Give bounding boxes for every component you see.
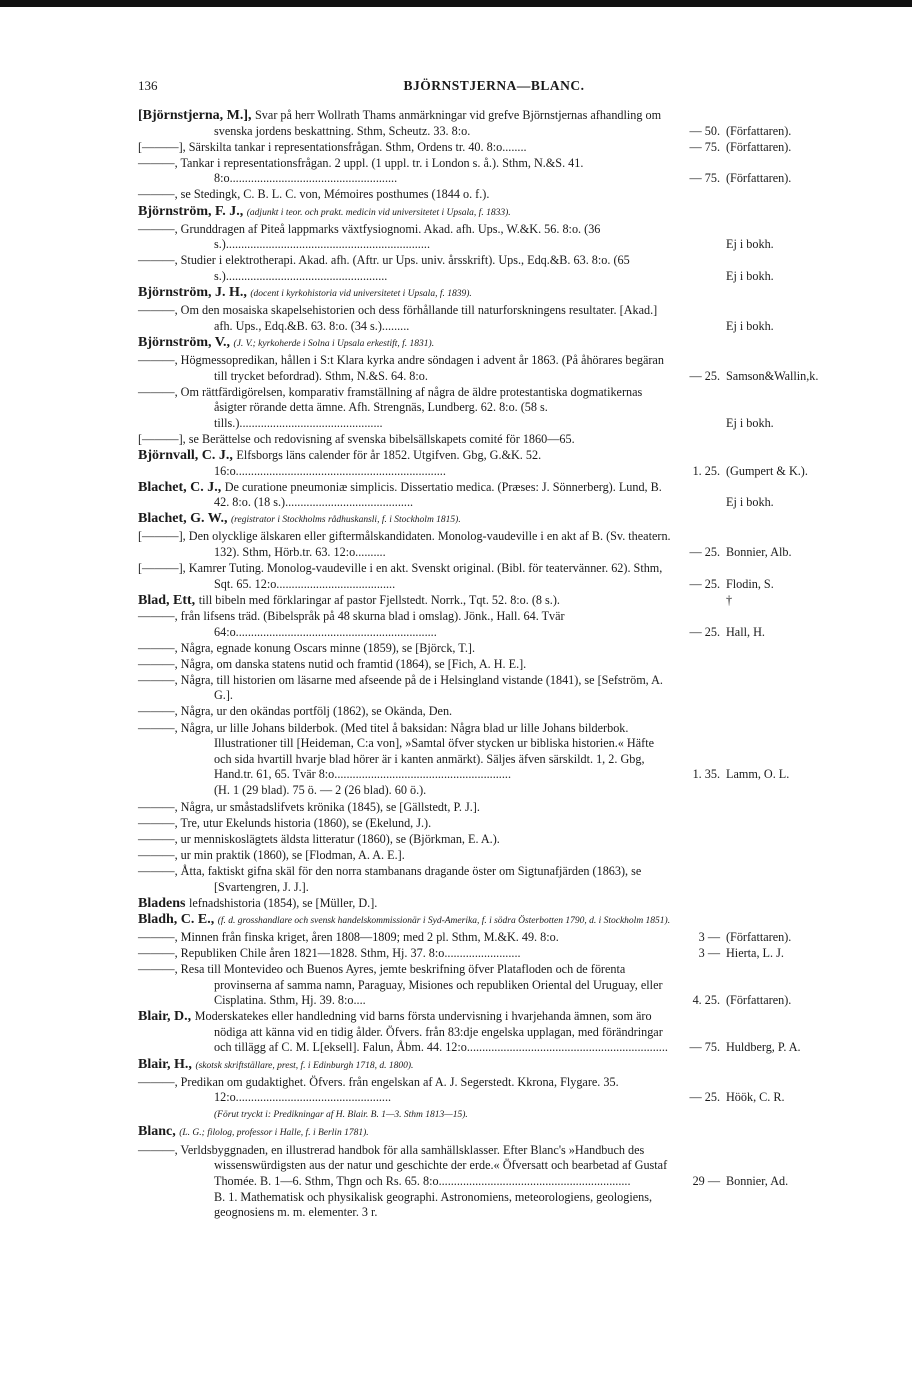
entry-price: 4. 25. bbox=[692, 993, 720, 1008]
entry-lead: Björnström, V., bbox=[138, 334, 234, 350]
catalog-entry bbox=[138, 609, 850, 640]
entry-note: (adjunkt i teor. och prakt. medicin vid universitetet i Upsala, f. 1833). bbox=[246, 207, 511, 218]
entry-text bbox=[138, 529, 672, 560]
entry-note: (Förut tryckt i: Predikningar af H. Blair. B. 1—3. Sthm 1813—15). bbox=[214, 1110, 468, 1121]
catalog-entry bbox=[138, 511, 850, 529]
catalog-entry bbox=[138, 108, 850, 139]
entry-text bbox=[138, 816, 672, 832]
entry-lead: ———, bbox=[138, 608, 181, 623]
entry-note: (registrator i Stockholms rådhuskansli, f. i Stockholm 1815). bbox=[230, 515, 461, 526]
catalog-entry bbox=[138, 448, 850, 479]
entry-publisher: Lamm, O. L. bbox=[726, 767, 790, 782]
entry-publisher: Samson&Wallin,k. bbox=[726, 368, 819, 383]
entry-text bbox=[138, 253, 672, 284]
entry-publisher: † bbox=[726, 592, 733, 607]
entry-lead: [Björnstjerna, M.], bbox=[138, 108, 256, 123]
entry-body: Om rättfärdigörelsen, komparativ framställning af några de äldre protestantiska dogmatikernas åsigter rörande detta ämne. Afh. Strengnäs, Lundberg. 62. 8:o. (58 s. tills.)............................................... bbox=[180, 384, 643, 430]
catalog-entry bbox=[138, 140, 850, 156]
top-border bbox=[0, 0, 912, 7]
running-head: BJÖRNSTJERNA—BLANC. bbox=[403, 78, 585, 93]
entry-text bbox=[138, 1124, 672, 1142]
entry-publisher: Bonnier, Ad. bbox=[726, 1173, 789, 1188]
entry-body: från lifsens träd. (Bibelspråk på 48 skurna blad i omslag). Jönk., Hall. 64. Tvär 64:o.................................................................. bbox=[180, 608, 565, 639]
entry-lead: ———, bbox=[138, 155, 181, 170]
entry-lead: ———, bbox=[138, 799, 181, 814]
entry-body: se Berättelse och redovisning af svenska bibelsällskapets comité för 1860—65. bbox=[188, 431, 575, 446]
catalog-entry bbox=[138, 1190, 850, 1221]
catalog-entry bbox=[138, 912, 850, 930]
entry-text bbox=[138, 593, 672, 609]
entry-text bbox=[138, 848, 672, 864]
catalog-entry bbox=[138, 1057, 850, 1075]
entry-lead: ———, bbox=[138, 847, 181, 862]
entry-price: — 25. bbox=[689, 1090, 720, 1105]
catalog-entry bbox=[138, 864, 850, 895]
entry-list bbox=[138, 108, 850, 1221]
entry-text bbox=[138, 1009, 672, 1056]
entry-price: — 75. bbox=[689, 1040, 720, 1055]
entry-publisher: (Författaren). bbox=[726, 171, 792, 186]
entry-note: (f. d. grosshandlare och svensk handelskommissionär i Syd-Amerika, f. i södra Österbotten 1790, d. i Stockholm 1851). bbox=[217, 915, 671, 926]
catalog-entry bbox=[138, 222, 850, 253]
catalog-entry bbox=[138, 704, 850, 720]
entry-price: 1. 35. bbox=[692, 767, 720, 782]
catalog-entry bbox=[138, 353, 850, 384]
entry-text bbox=[138, 912, 672, 930]
catalog-entry bbox=[138, 253, 850, 284]
entry-lead: ———, bbox=[138, 831, 181, 846]
entry-text bbox=[138, 783, 672, 799]
entry-text bbox=[138, 448, 672, 479]
catalog-entry bbox=[138, 962, 850, 1009]
entry-price: 3 — bbox=[698, 929, 720, 944]
entry-lead: ———, bbox=[138, 352, 181, 367]
entry-publisher: Ej i bokh. bbox=[726, 268, 774, 283]
entry-text bbox=[138, 285, 672, 303]
entry-body: Den olycklige älskaren eller giftermålskandidaten. Monolog-vaudeville i en akt af B. (Sv. theatern. 132). Sthm, Hörb.tr. 63. 12:o.......... bbox=[188, 529, 671, 560]
entry-text bbox=[138, 673, 672, 704]
entry-price: — 25. bbox=[689, 576, 720, 591]
entry-body: Grunddragen af Piteå lappmarks växtfysiognomi. Akad. afh. Ups., W.&K. 56. 8:o. (36 s.)................................................................... bbox=[180, 221, 601, 252]
entry-price: — 75. bbox=[689, 171, 720, 186]
catalog-entry bbox=[138, 593, 850, 609]
entry-text bbox=[138, 140, 672, 156]
catalog-entry bbox=[138, 1009, 850, 1056]
entry-lead: ———, bbox=[138, 640, 181, 655]
entry-lead: ———, bbox=[138, 221, 181, 236]
entry-lead: Bladh, C. E., bbox=[138, 911, 218, 927]
entry-lead: ———, bbox=[138, 1142, 181, 1157]
entry-text bbox=[138, 303, 672, 334]
entry-publisher: Höök, C. R. bbox=[726, 1090, 785, 1105]
entry-lead: Björnström, F. J., bbox=[138, 203, 247, 219]
entry-lead: ———, bbox=[138, 704, 181, 719]
entry-text bbox=[138, 1143, 672, 1190]
entry-note: (L. G.; filolog, professor i Halle, f. i Berlin 1781). bbox=[179, 1128, 369, 1139]
entry-text bbox=[138, 609, 672, 640]
entry-text bbox=[138, 800, 672, 816]
entry-body: Några, ur småstadslifvets krönika (1845), se [Gällstedt, P. J.]. bbox=[180, 799, 480, 814]
entry-text bbox=[138, 156, 672, 187]
entry-text bbox=[138, 962, 672, 1009]
catalog-entry bbox=[138, 721, 850, 783]
catalog-entry bbox=[138, 1075, 850, 1106]
entry-lead: ———, bbox=[138, 253, 181, 268]
entry-text bbox=[138, 561, 672, 592]
entry-body: Högmessopredikan, hållen i S:t Klara kyrka andre söndagen i advent år 1863. (På åhörares begäran till trycket befordrad). Sthm, N.&S. 64. 8:o. bbox=[180, 352, 664, 383]
entry-lead: ———, bbox=[138, 961, 181, 976]
entry-lead: Blair, D., bbox=[138, 1009, 195, 1025]
entry-text bbox=[138, 930, 672, 946]
catalog-entry bbox=[138, 896, 850, 912]
entry-text bbox=[138, 385, 672, 432]
catalog-entry bbox=[138, 1124, 850, 1142]
catalog-entry bbox=[138, 783, 850, 799]
entry-text bbox=[138, 641, 672, 657]
entry-lead: ———, bbox=[138, 672, 181, 687]
entry-lead: ———, bbox=[138, 303, 181, 318]
entry-body: Tankar i representationsfrågan. 2 uppl. (1 uppl. tr. i London s. å.). Sthm, N.&S. 41. 8:o....................................................... bbox=[180, 155, 584, 186]
catalog-entry bbox=[138, 930, 850, 946]
entry-publisher: Ej i bokh. bbox=[726, 495, 774, 510]
entry-lead: Blachet, C. J., bbox=[138, 479, 225, 495]
entry-price: 29 — bbox=[692, 1173, 720, 1188]
entry-body: Några, ur lille Johans bilderbok. (Med titel å baksidan: Några blad ur lille Johans bilderbok. Illustrationer till [Heideman, C:a von], »Samtal öfver stycken ur bibliska historien.« Häfte och sida hvartill hvarje blad hörer är i kanten anmärkt). Säljes äfven särskildt. 1, 2. Gbg, Hand.tr. 61, 65. Tvär 8:o.......................................................... bbox=[180, 720, 654, 782]
catalog-entry bbox=[138, 946, 850, 962]
entry-text bbox=[138, 704, 672, 720]
entry-text bbox=[138, 353, 672, 384]
entry-text bbox=[138, 204, 672, 222]
entry-publisher: Hierta, L. J. bbox=[726, 945, 784, 960]
entry-lead: Blanc, bbox=[138, 1124, 180, 1140]
entry-publisher: (Författaren). bbox=[726, 929, 792, 944]
entry-price: — 75. bbox=[689, 139, 720, 154]
entry-text bbox=[138, 511, 672, 529]
catalog-entry bbox=[138, 529, 850, 560]
catalog-entry bbox=[138, 285, 850, 303]
entry-lead: Blad, Ett, bbox=[138, 592, 199, 608]
entry-publisher: Ej i bokh. bbox=[726, 415, 774, 430]
entry-note: (docent i kyrkohistoria vid universitetet i Upsala, f. 1839). bbox=[250, 289, 472, 300]
entry-lead: [———], bbox=[138, 431, 189, 446]
entry-text bbox=[138, 432, 672, 448]
entry-publisher: Hall, H. bbox=[726, 624, 765, 639]
catalog-entry bbox=[138, 156, 850, 187]
entry-body: Verldsbyggnaden, en illustrerad handbok för alla samhällsklasser. Efter Blanc's »Handbuch des wissenswürdigsten aus der natur und geschichte der erde.« Öfversatt och bearbetad af Gustaf Thomée. B. 1—6. Sthm, Thgn och Rs. 65. 8:o............................................................... bbox=[180, 1142, 668, 1188]
entry-body: ur menniskoslägtets äldsta litteratur (1860), se (Björkman, E. A.). bbox=[180, 831, 500, 846]
catalog-entry bbox=[138, 303, 850, 334]
entry-lead: Björnström, J. H., bbox=[138, 285, 251, 301]
entry-price: — 25. bbox=[689, 624, 720, 639]
entry-text bbox=[138, 657, 672, 673]
entry-lead: [———], bbox=[138, 561, 189, 576]
entry-publisher: Ej i bokh. bbox=[726, 237, 774, 252]
entry-note: (J. V.; kyrkoherde i Solna i Upsala erkestift, f. 1831). bbox=[233, 338, 435, 349]
entry-publisher: (Författaren). bbox=[726, 123, 792, 138]
catalog-entry bbox=[138, 673, 850, 704]
entry-publisher: Huldberg, P. A. bbox=[726, 1040, 801, 1055]
entry-publisher: Ej i bokh. bbox=[726, 318, 774, 333]
entry-text bbox=[138, 721, 672, 783]
entry-text bbox=[138, 187, 672, 203]
entry-text bbox=[138, 864, 672, 895]
entry-publisher: Bonnier, Alb. bbox=[726, 545, 792, 560]
entry-body: se Stedingk, C. B. L. C. von, Mémoires posthumes (1844 o. f.). bbox=[180, 187, 490, 202]
entry-text bbox=[138, 108, 672, 139]
catalog-entry bbox=[138, 480, 850, 511]
entry-lead: ———, bbox=[138, 815, 181, 830]
entry-body: ur min praktik (1860), se [Flodman, A. A. E.]. bbox=[180, 847, 405, 862]
catalog-entry bbox=[138, 800, 850, 816]
entry-lead: ———, bbox=[138, 187, 181, 202]
entry-body: De curatione pneumoniæ simplicis. Dissertatio medica. (Præses: J. Sönnerberg). Lund, B. 42. 8:o. (18 s.).......................................... bbox=[214, 479, 662, 510]
entry-note: (skotsk skriftställare, prest, f. i Edinburgh 1718, d. 1800). bbox=[195, 1060, 414, 1071]
entry-lead: ———, bbox=[138, 929, 181, 944]
entry-text bbox=[138, 1057, 672, 1075]
entry-body: Några, egnade konung Oscars minne (1859), se [Björck, T.]. bbox=[180, 640, 475, 655]
entry-text bbox=[138, 1075, 672, 1106]
entry-text bbox=[138, 222, 672, 253]
entry-lead: Blachet, G. W., bbox=[138, 511, 231, 527]
catalog-entry bbox=[138, 204, 850, 222]
catalog-entry bbox=[138, 432, 850, 448]
entry-body: Åtta, faktiskt gifna skäl för den norra stambanans dragande öster om Sigtunafjärden (1863), se [Svartengren, J. J.]. bbox=[180, 863, 642, 894]
entry-text bbox=[138, 480, 672, 511]
entry-publisher: (Författaren). bbox=[726, 139, 792, 154]
entry-body: till bibeln med förklaringar af pastor Fjellstedt. Norrk., Tqt. 52. 8:o. (8 s.). bbox=[198, 592, 560, 607]
entry-text bbox=[138, 1106, 672, 1124]
entry-body: Några, ur den okändas portfölj (1862), se Okända, Den. bbox=[180, 704, 453, 719]
catalog-entry bbox=[138, 561, 850, 592]
catalog-entry bbox=[138, 657, 850, 673]
entry-body: Predikan om gudaktighet. Öfvers. från engelskan af A. J. Segerstedt. Kkrona, Flygare. 35. 12:o................................................... bbox=[180, 1074, 619, 1105]
entry-body: Resa till Montevideo och Buenos Ayres, jemte beskrifning öfver Platafloden och de förenta provinserna af samma namn, Paraguay, Misiones och republiken Oriental del Uruguay, eller Cisplatina. Sthm, Hj. 39. 8:o.... bbox=[180, 961, 663, 1008]
entry-publisher: (Gumpert & K.). bbox=[726, 463, 808, 478]
entry-lead: ———, bbox=[138, 384, 181, 399]
catalog-entry bbox=[138, 1143, 850, 1190]
entry-price: 3 — bbox=[698, 945, 720, 960]
catalog-entry bbox=[138, 1106, 850, 1124]
entry-body: Minnen från finska kriget, åren 1808—1809; med 2 pl. Sthm, M.&K. 49. 8:o. bbox=[180, 929, 559, 944]
entry-lead: [———], bbox=[138, 139, 189, 154]
entry-body: Tre, utur Ekelunds historia (1860), se (Ekelund, J.). bbox=[180, 815, 432, 830]
entry-lead: ———, bbox=[138, 720, 181, 735]
catalog-entry bbox=[138, 385, 850, 432]
entry-text bbox=[138, 946, 672, 962]
entry-body: Moderskatekes eller handledning vid barns första undervisning i hvarjehanda ämnen, som äro nödiga att känna vid en tidig ålder. Öfvers. från 83:dje engelska upplagan, med förändringar och tillägg af C. M. L[eksell]. Falun, Åbm. 44. 12:o.................................................................. bbox=[194, 1009, 668, 1055]
entry-price: — 50. bbox=[689, 123, 720, 138]
entry-body: Elfsborgs läns calender för år 1852. Utgifven. Gbg, G.&K. 52. 16:o..................................................................... bbox=[214, 447, 542, 478]
catalog-entry bbox=[138, 832, 850, 848]
entry-text bbox=[138, 1190, 672, 1221]
entry-lead: ———, bbox=[138, 945, 181, 960]
entry-text bbox=[138, 832, 672, 848]
entry-price: — 25. bbox=[689, 368, 720, 383]
catalog-entry bbox=[138, 641, 850, 657]
entry-body: Republiken Chile åren 1821—1828. Sthm, Hj. 37. 8:o......................... bbox=[180, 945, 521, 960]
entry-body: Om den mosaiska skapelsehistorien och dess förhållande till naturforskningens resultater. [Akad.] afh. Ups., Edq.&B. 63. 8:o. (34 s.)......... bbox=[180, 303, 658, 333]
catalog-page bbox=[138, 78, 850, 1221]
catalog-entry bbox=[138, 187, 850, 203]
entry-body: Svar på herr Wollrath Thams anmärkningar vid grefve Björnstjernas afhandling om svenska jordens beskattning. Sthm, Scheutz. 33. 8:o. bbox=[214, 108, 662, 138]
entry-lead: Bladens bbox=[138, 895, 189, 911]
entry-body: lefnadshistoria (1854), se [Müller, D.]. bbox=[188, 895, 378, 910]
catalog-entry bbox=[138, 816, 850, 832]
entry-price: — 25. bbox=[689, 545, 720, 560]
entry-body: Kamrer Tuting. Monolog-vaudeville i en akt. Svenskt original. (Bibl. för teatervänner. 62). Sthm, Sqt. 65. 12:o....................................... bbox=[188, 561, 663, 591]
entry-lead: Björnvall, C. J., bbox=[138, 447, 237, 463]
entry-body: (H. 1 (29 blad). 75 ö. — 2 (26 blad). 60 ö.). bbox=[214, 783, 427, 798]
entry-text bbox=[138, 335, 672, 353]
entry-body: Särskilta tankar i representationsfrågan. Sthm, Ordens tr. 40. 8:o........ bbox=[188, 139, 527, 154]
entry-body: Studier i elektrotherapi. Akad. afh. (Aftr. ur Ups. univ. årsskrift). Ups., Edq.&B. 63. 8:o. (65 s.)..................................................... bbox=[180, 253, 630, 283]
page-header bbox=[138, 78, 850, 108]
entry-lead: [———], bbox=[138, 529, 189, 544]
entry-publisher: (Författaren). bbox=[726, 993, 792, 1008]
entry-body: Några, till historien om läsarne med afseende på de i Helsingland vistande (1841), se [Sefström, A. G.]. bbox=[180, 672, 663, 703]
page-number: 136 bbox=[138, 78, 158, 93]
entry-body: Några, om danska statens nutid och framtid (1864), se [Fich, A. H. E.]. bbox=[180, 656, 527, 671]
entry-text bbox=[138, 896, 672, 912]
entry-price: 1. 25. bbox=[692, 463, 720, 478]
catalog-entry bbox=[138, 335, 850, 353]
entry-lead: ———, bbox=[138, 863, 181, 878]
entry-lead: ———, bbox=[138, 656, 181, 671]
entry-lead: ———, bbox=[138, 1074, 181, 1089]
entry-publisher: Flodin, S. bbox=[726, 576, 774, 591]
catalog-entry bbox=[138, 848, 850, 864]
entry-lead: Blair, H., bbox=[138, 1056, 196, 1072]
entry-body: B. 1. Mathematisk och physikalisk geographi. Astronomiens, meteorologiens, geologiens, geognosiens m. m. elementer. 3 r. bbox=[214, 1189, 653, 1220]
